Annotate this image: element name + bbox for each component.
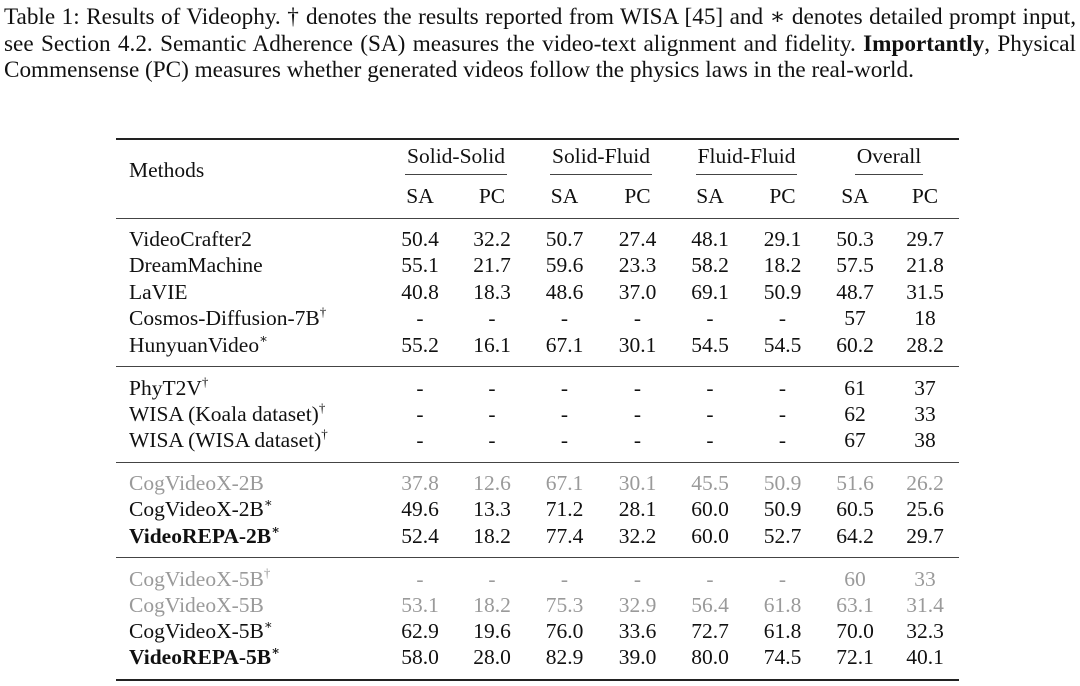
cell-value: 39.0 (618, 645, 657, 670)
table-body (116, 218, 959, 680)
cell-value: 45.5 (691, 471, 729, 495)
metric-header: SA (406, 183, 434, 208)
method-label: PhyT2V (129, 375, 202, 400)
method-mark: † (201, 373, 209, 389)
cell-value: 32.2 (473, 227, 511, 251)
cell-value: 50.9 (763, 471, 802, 495)
cell-value: 19.6 (473, 619, 511, 644)
cell-value: 28.1 (618, 497, 657, 522)
cell-value: - (778, 428, 787, 452)
cell-value: 76.0 (545, 619, 584, 644)
cell-value: 18 (914, 306, 936, 331)
cell-value: - (706, 401, 714, 426)
method-mark: † (319, 304, 327, 320)
cell-value: 69.1 (691, 279, 729, 304)
table-row (116, 428, 959, 463)
method-name (116, 306, 384, 333)
method-name (116, 497, 384, 524)
cell-value: 26.2 (906, 471, 944, 495)
method-name (116, 428, 384, 463)
method-name (116, 592, 384, 619)
method-name (116, 401, 384, 428)
cell-value: 33 (914, 566, 936, 591)
cell-value: 50.3 (836, 227, 874, 251)
metric-header: PC (478, 183, 506, 208)
method-label: VideoCrafter2 (129, 227, 252, 251)
method-label: VideoREPA-2B (129, 523, 272, 548)
cell-value: - (416, 428, 424, 452)
metric-header: PC (911, 183, 939, 208)
cell-value: 37.8 (401, 471, 439, 495)
cell-value: - (488, 375, 496, 400)
method-mark: ∗ (271, 643, 281, 659)
cell-value: 13.3 (473, 497, 511, 522)
cell-value: 32.3 (906, 619, 944, 644)
caption-label: Table 1: (4, 4, 80, 30)
cell-value: 29.1 (763, 227, 802, 251)
table-row (116, 218, 959, 253)
cell-value: 67 (844, 428, 866, 452)
cell-value: 62 (844, 401, 866, 426)
cell-value: 56.4 (691, 592, 729, 617)
cell-value: 29.7 (906, 523, 944, 548)
cell-value: - (778, 306, 787, 331)
cell-value: 21.8 (906, 253, 944, 278)
table-row (116, 401, 959, 428)
cell-value: 18.2 (763, 253, 802, 278)
cell-value: 48.6 (545, 279, 584, 304)
cell-value: 55.1 (401, 253, 439, 278)
cell-value: 62.9 (401, 619, 439, 644)
caption-text-1: Results of Videophy. † denotes the results reported from WISA [45] and ∗ denotes detailed prompt input, see Section 4.2. Semantic Adherence (SA) measures the video-text alignment and fidelity. (4, 4, 1076, 57)
cell-value: 59.6 (545, 253, 584, 278)
cell-value: 53.1 (401, 592, 439, 617)
cell-value: 54.5 (763, 332, 802, 357)
cell-value: 40.8 (401, 279, 439, 304)
cell-value: 50.9 (763, 497, 802, 522)
caption-text-2: , Physical Commensense (PC) measures whether generated videos follow the physics laws in the real-world. (4, 30, 1076, 83)
table-row (116, 279, 959, 306)
method-name (116, 367, 384, 402)
method-label: CogVideoX-5B (129, 619, 264, 644)
table-row (116, 619, 959, 646)
group-header-overall: Overall (819, 139, 959, 175)
cell-value: 55.2 (401, 332, 439, 357)
cell-value: 12.6 (473, 471, 511, 495)
method-name (116, 619, 384, 646)
cell-value: - (560, 428, 569, 452)
cell-value: 31.5 (906, 279, 944, 304)
cell-value: 50.4 (401, 227, 439, 251)
table-row (116, 253, 959, 280)
table-row (116, 558, 959, 593)
header-row-groups (116, 139, 959, 175)
method-label: CogVideoX-2B (129, 471, 264, 495)
cell-value: 18.2 (473, 592, 511, 617)
method-mark: ∗ (263, 617, 273, 633)
cell-value: 67.1 (545, 471, 584, 495)
method-label: CogVideoX-2B (129, 497, 264, 522)
cell-value: 50.9 (763, 279, 802, 304)
cell-value: 37 (914, 375, 936, 400)
cell-value: 64.2 (836, 523, 874, 548)
cell-value: 80.0 (691, 645, 729, 670)
method-label: LaVIE (129, 279, 188, 304)
cell-value: 67.1 (545, 332, 584, 357)
method-name (116, 645, 384, 680)
cell-value: 33.6 (618, 619, 657, 644)
cell-value: 60.0 (691, 497, 729, 522)
method-mark: † (318, 399, 326, 415)
metric-header: PC (624, 183, 651, 208)
methods-header: Methods (129, 158, 205, 182)
cell-value: - (778, 375, 787, 400)
method-mark: † (263, 564, 271, 580)
cell-value: 18.2 (473, 523, 511, 548)
method-label: CogVideoX-5B (129, 592, 264, 617)
group-header-fluid-fluid: Fluid-Fluid (674, 139, 819, 175)
cell-value: - (633, 428, 642, 452)
caption-bold-text: Importantly (863, 30, 985, 57)
cell-value: 28.2 (906, 332, 944, 357)
method-mark: ∗ (271, 521, 281, 537)
cell-value: - (778, 566, 787, 591)
table-caption (4, 4, 1076, 84)
cell-value: 37.0 (618, 279, 657, 304)
cell-value: - (633, 566, 642, 591)
cell-value: - (488, 306, 496, 331)
cell-value: 30.1 (618, 332, 657, 357)
method-mark: † (321, 426, 328, 441)
method-name (116, 279, 384, 306)
metric-header: SA (841, 183, 869, 208)
cell-value: 77.4 (545, 523, 584, 548)
cell-value: - (560, 566, 569, 591)
cell-value: 54.5 (691, 332, 729, 357)
cell-value: - (560, 306, 569, 331)
method-name (116, 253, 384, 280)
method-name (116, 558, 384, 593)
metric-header: SA (550, 183, 579, 208)
cell-value: 51.6 (836, 471, 874, 495)
cell-value: 60.2 (836, 332, 874, 357)
cell-value: 82.9 (545, 645, 584, 670)
cell-value: 70.0 (836, 619, 874, 644)
cell-value: 40.1 (906, 645, 944, 670)
cell-value: - (706, 375, 714, 400)
method-label: VideoREPA-5B (129, 645, 272, 670)
cell-value: 31.4 (906, 592, 944, 617)
method-label: HunyuanVideo (129, 332, 260, 357)
cell-value: 61.8 (763, 619, 802, 644)
cell-value: - (416, 375, 424, 400)
cell-value: 23.3 (618, 253, 657, 278)
method-label: DreamMachine (129, 253, 263, 278)
cell-value: - (633, 375, 642, 400)
cell-value: 50.7 (545, 227, 584, 251)
method-mark: ∗ (259, 330, 268, 346)
cell-value: 52.7 (763, 523, 802, 548)
cell-value: 60.0 (691, 523, 729, 548)
group-header-solid-solid: Solid-Solid (384, 139, 528, 175)
cell-value: 28.0 (473, 645, 511, 670)
results-table (116, 138, 959, 681)
method-name (116, 332, 384, 367)
cell-value: - (416, 401, 424, 426)
method-mark: ∗ (263, 495, 273, 511)
table-row (116, 306, 959, 333)
cell-value: - (416, 306, 424, 331)
table-row (116, 462, 959, 497)
cell-value: 27.4 (618, 227, 657, 251)
cell-value: - (488, 428, 496, 452)
cell-value: - (416, 566, 424, 591)
cell-value: - (560, 375, 569, 400)
cell-value: 18.3 (473, 279, 511, 304)
group-header-solid-fluid: Solid-Fluid (528, 139, 674, 175)
cell-value: 38 (914, 428, 936, 452)
metric-header: SA (696, 183, 724, 208)
cell-value: 58.2 (691, 253, 729, 278)
cell-value: 49.6 (401, 497, 439, 522)
method-label: WISA (Koala dataset) (129, 401, 319, 426)
cell-value: 58.0 (401, 645, 439, 670)
table-row (116, 523, 959, 558)
cell-value: 21.7 (473, 253, 511, 278)
cell-value: 74.5 (763, 645, 802, 670)
method-label: CogVideoX-5B (129, 566, 264, 591)
cell-value: 32.9 (618, 592, 657, 617)
method-label: WISA (WISA dataset) (129, 428, 322, 452)
method-name (116, 523, 384, 558)
cell-value: 30.1 (618, 471, 657, 495)
cell-value: 75.3 (545, 592, 584, 617)
cell-value: 29.7 (906, 227, 944, 251)
table-row (116, 367, 959, 402)
cell-value: - (778, 401, 787, 426)
cell-value: - (633, 401, 642, 426)
cell-value: 72.1 (836, 645, 874, 670)
metric-header: PC (769, 183, 796, 208)
cell-value: 16.1 (473, 332, 511, 357)
cell-value: 61 (844, 375, 866, 400)
cell-value: 25.6 (906, 497, 944, 522)
cell-value: 72.7 (691, 619, 729, 644)
cell-value: 60 (844, 566, 866, 591)
cell-value: - (488, 566, 496, 591)
cell-value: - (706, 428, 714, 452)
cell-value: 32.2 (618, 523, 657, 548)
method-name (116, 462, 384, 497)
table-row (116, 645, 959, 680)
cell-value: 71.2 (545, 497, 584, 522)
cell-value: 33 (914, 401, 936, 426)
cell-value: - (633, 306, 642, 331)
cell-value: 57 (844, 306, 866, 331)
method-name (116, 218, 384, 253)
table-row (116, 592, 959, 619)
cell-value: - (488, 401, 496, 426)
cell-value: 57.5 (836, 253, 874, 278)
cell-value: 61.8 (763, 592, 802, 617)
table-row (116, 497, 959, 524)
cell-value: 48.1 (691, 227, 729, 251)
cell-value: - (706, 306, 714, 331)
cell-value: 60.5 (836, 497, 874, 522)
method-label: Cosmos-Diffusion-7B (129, 306, 320, 331)
cell-value: - (706, 566, 714, 591)
table-row (116, 332, 959, 367)
cell-value: - (560, 401, 569, 426)
cell-value: 48.7 (836, 279, 874, 304)
cell-value: 63.1 (836, 592, 874, 617)
cell-value: 52.4 (401, 523, 439, 548)
